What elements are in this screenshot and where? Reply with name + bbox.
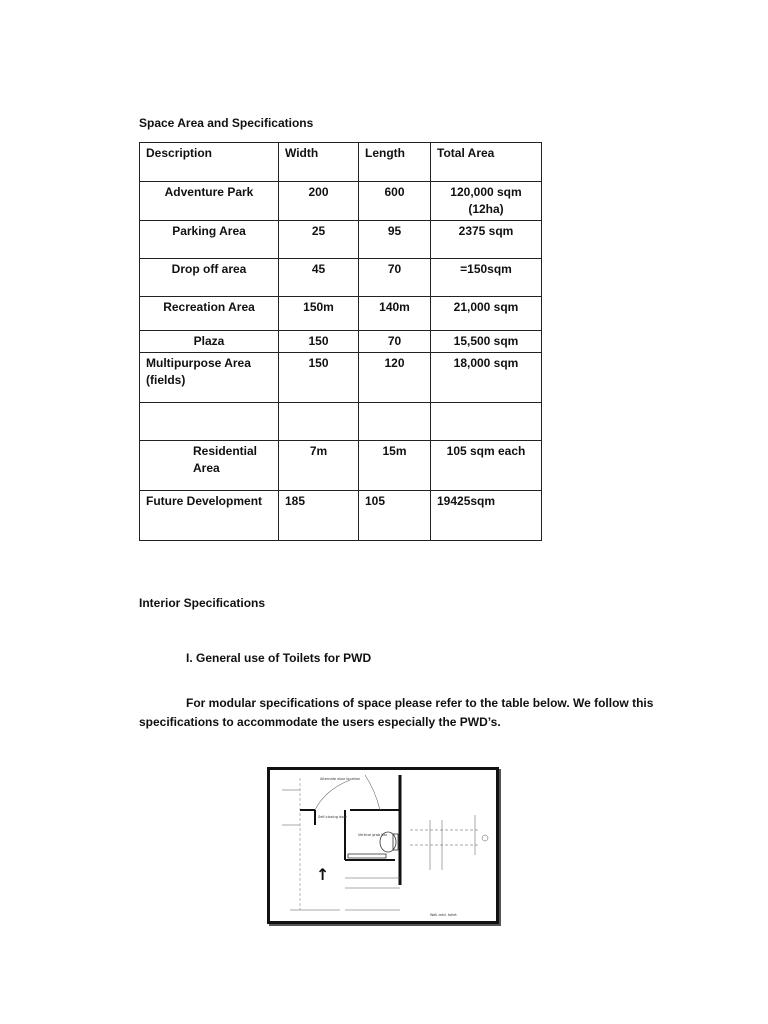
table-row [140, 353, 542, 403]
row-description: Plaza [140, 331, 279, 353]
header-total-area: Total Area [431, 143, 542, 182]
table-row [140, 441, 542, 491]
row-length: 70 [359, 331, 431, 353]
row-total-area: =150sqm [431, 259, 542, 297]
interior-specifications-title: Interior Specifications [139, 596, 266, 610]
row-total-area: 18,000 sqm [431, 353, 542, 403]
arrow-up-icon: ↑ [316, 865, 330, 884]
row-description: Parking Area [140, 221, 279, 259]
row-width: 45 [279, 259, 359, 297]
row-length [359, 403, 431, 441]
table-row [140, 182, 542, 221]
toilet-plan-drawing [270, 770, 496, 921]
row-description: Future Development [140, 491, 279, 541]
row-length: 105 [359, 491, 431, 541]
row-total-area [431, 403, 542, 441]
table-row [140, 331, 542, 353]
row-total-area: 15,500 sqm [431, 331, 542, 353]
section-title: Space Area and Specifications [139, 116, 314, 130]
row-width: 185 [279, 491, 359, 541]
row-length: 95 [359, 221, 431, 259]
row-total-area: 2375 sqm [431, 221, 542, 259]
row-width: 25 [279, 221, 359, 259]
header-length: Length [359, 143, 431, 182]
self-closing-door-label: Self-closing door [318, 815, 347, 819]
row-description: Drop off area [140, 259, 279, 297]
row-total-area: 120,000 sqm (12ha) [431, 182, 542, 221]
table-row-empty [140, 403, 542, 441]
row-width: 150m [279, 297, 359, 331]
row-total-area: 19425sqm [431, 491, 542, 541]
row-description: Recreation Area [140, 297, 279, 331]
specifications-paragraph: For modular specifications of space please refer to the table below. We follow this specifications to accommodate the users especially the PWD’s. [139, 696, 654, 729]
row-description [140, 403, 279, 441]
row-total-area: 21,000 sqm [431, 297, 542, 331]
row-length: 70 [359, 259, 431, 297]
grab-bar-label: Vertical grab bar [358, 833, 388, 837]
table-row [140, 221, 542, 259]
row-width [279, 403, 359, 441]
table-row [140, 297, 542, 331]
space-area-table [139, 142, 542, 541]
table-row [140, 259, 542, 297]
row-description: Multipurpose Area (fields) [140, 353, 279, 403]
row-length: 15m [359, 441, 431, 491]
row-width: 150 [279, 353, 359, 403]
row-length: 600 [359, 182, 431, 221]
table-row [140, 491, 542, 541]
wall-toilet-label: Wall-mtd. toilet [430, 913, 457, 917]
general-toilets-heading: I. General use of Toilets for PWD [186, 651, 372, 665]
row-length: 140m [359, 297, 431, 331]
row-description: Residential Area [140, 441, 279, 491]
header-width: Width [279, 143, 359, 182]
row-length: 120 [359, 353, 431, 403]
alternate-door-label: Alternate door location [320, 777, 361, 781]
row-total-area: 105 sqm each [431, 441, 542, 491]
table-header-row [140, 143, 542, 182]
row-description: Adventure Park [140, 182, 279, 221]
row-width: 7m [279, 441, 359, 491]
row-width: 200 [279, 182, 359, 221]
pwd-toilet-plan-figure [267, 767, 499, 924]
header-description: Description [140, 143, 279, 182]
row-width: 150 [279, 331, 359, 353]
